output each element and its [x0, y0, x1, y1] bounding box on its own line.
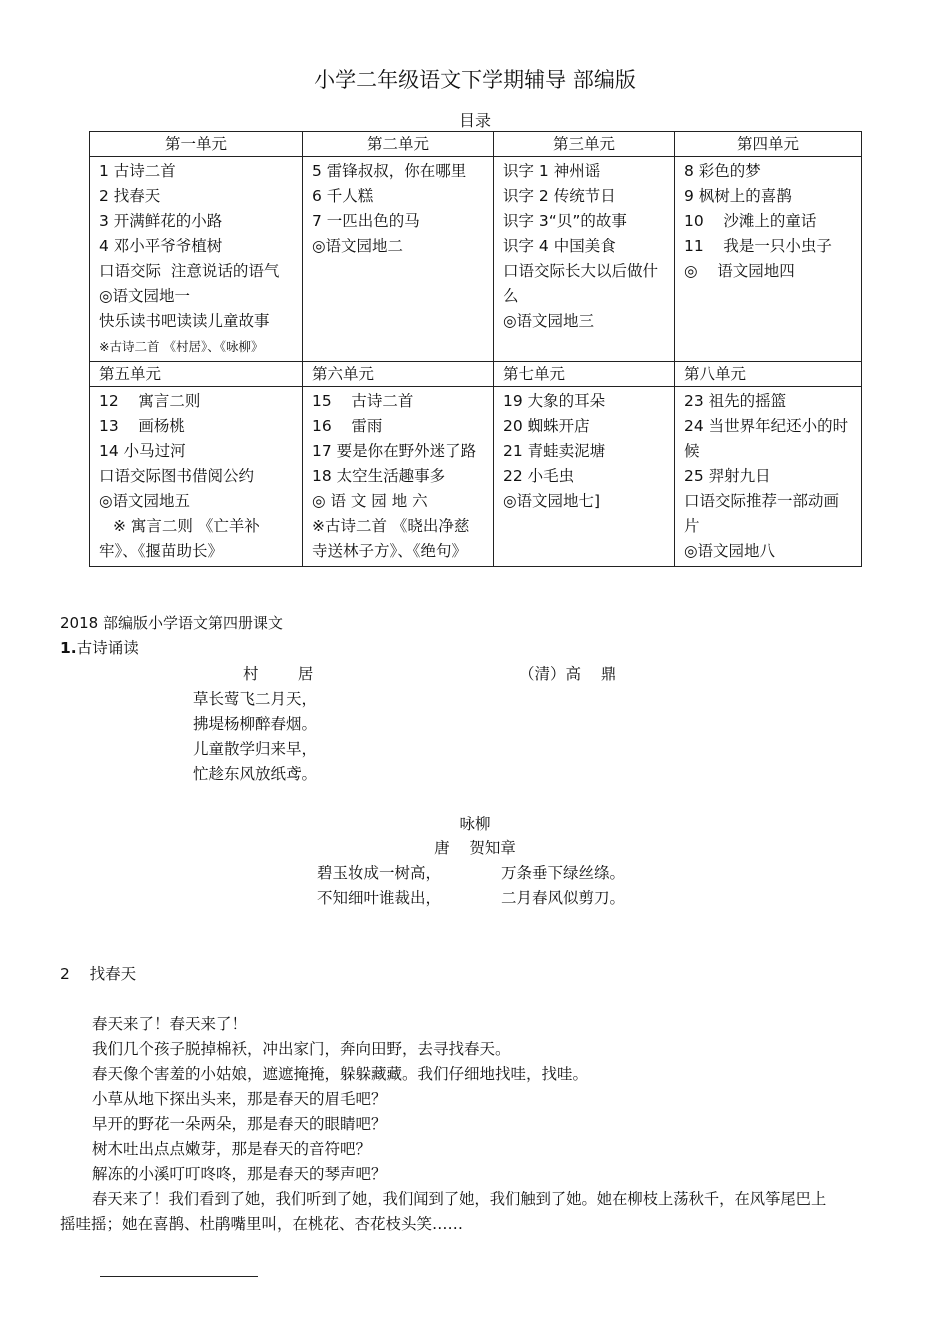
lesson-item: 24 当世界年纪还小的时候 [684, 417, 849, 460]
passage-paragraph: 我们几个孩子脱掉棉袄，冲出家门，奔向田野，去寻找春天。 [92, 1040, 511, 1058]
lesson-item: 14 小马过河 [99, 442, 186, 460]
lesson-item: 口语交际 注意说话的语气 [99, 262, 280, 280]
toc-header-row-1 [90, 132, 862, 157]
lesson-item: 口语交际长大以后做什么 [503, 262, 659, 305]
passage-paragraph: 春天像个害羞的小姑娘，遮遮掩掩，躲躲藏藏。我们仔细地找哇，找哇。 [92, 1065, 589, 1083]
lesson-item: 22 小毛虫 [503, 467, 575, 485]
lesson-item: 23 祖先的摇篮 [684, 392, 787, 410]
lesson-note: ※古诗二首 《晓出净慈寺送林子方》、《绝句》 [312, 517, 470, 560]
lesson-item: ◎语文园地八 [684, 542, 776, 560]
lesson-item: 10 沙滩上的童话 [684, 212, 817, 230]
poem-2-line: 不知细叶谁裁出， [317, 889, 442, 907]
toc-table [89, 131, 862, 567]
unit-header-2: 第二单元 [303, 132, 494, 157]
section-1-label: 古诗诵读 [76, 639, 139, 657]
lesson-item: 3 开满鲜花的小路 [99, 212, 223, 230]
unit-header-1: 第一单元 [90, 132, 303, 157]
unit-header-6: 第六单元 [303, 362, 494, 387]
poem-2-line: 万条垂下绿丝绦。 [501, 864, 626, 882]
lesson-item: 17 要是你在野外迷了路 [312, 442, 477, 460]
lesson-item: 1 古诗二首 [99, 162, 176, 180]
lesson-item: 8 彩色的梦 [684, 162, 761, 180]
poem-2-author: 唐 贺知章 [434, 839, 516, 857]
passage-paragraph: 小草从地下探出头来，那是春天的眉毛吧？ [92, 1090, 387, 1108]
lesson-item: 识字 1 神州谣 [503, 162, 601, 180]
unit-header-4: 第四单元 [675, 132, 862, 157]
unit-header-3: 第三单元 [494, 132, 675, 157]
unit-6-lessons [303, 387, 494, 567]
lesson-item: ◎ 语 文 园 地 六 [312, 492, 428, 510]
unit-7-lessons [494, 387, 675, 567]
lesson-item: 6 千人糕 [312, 187, 374, 205]
lesson-item: 12 寓言二则 [99, 392, 201, 410]
poem-1-line: 忙趁东风放纸鸢。 [193, 765, 318, 783]
unit-5-lessons [90, 387, 303, 567]
unit-4-lessons [675, 157, 862, 362]
lesson-item: 25 羿射九日 [684, 467, 771, 485]
lesson-item: 16 雷雨 [312, 417, 383, 435]
lesson-item: 15 古诗二首 [312, 392, 414, 410]
toc-header-row-2 [90, 362, 862, 387]
unit-header-8: 第八单元 [675, 362, 862, 387]
lesson-item: 2 找春天 [99, 187, 161, 205]
lesson-item: 9 枫树上的喜鹊 [684, 187, 792, 205]
poem-2-title: 咏柳 [459, 815, 491, 833]
lesson-item: ◎语文园地二 [312, 237, 404, 255]
lesson-item: ◎语文园地五 [99, 492, 191, 510]
unit-3-lessons [494, 157, 675, 362]
unit-8-lessons [675, 387, 862, 567]
lesson-item: 13 画杨桃 [99, 417, 185, 435]
lesson-item: 20 蜘蛛开店 [503, 417, 590, 435]
edition-heading: 2018 部编版小学语文第四册课文 [60, 614, 283, 632]
section-1-number: 1. [60, 639, 77, 657]
passage-paragraph: 解冻的小溪叮叮咚咚，那是春天的琴声吧？ [92, 1165, 387, 1183]
toc-content-row-1 [90, 157, 862, 362]
lesson-item: 5 雷锋叔叔，你在哪里 [312, 162, 467, 180]
poem-1-line: 儿童散学归来早， [193, 740, 318, 758]
lesson-item: 4 邓小平爷爷植树 [99, 237, 223, 255]
passage-paragraph-continued: 摇哇摇；她在喜鹊、杜鹃嘴里叫，在桃花、杏花枝头笑…… [60, 1215, 464, 1233]
lesson-item: 11 我是一只小虫子 [684, 237, 832, 255]
lesson-item: ◎语文园地七] [503, 492, 601, 510]
unit-1-lessons [90, 157, 303, 362]
toc-label: 目录 [458, 111, 491, 130]
poem-1-line: 草长莺飞二月天， [193, 690, 318, 708]
lesson-item: 口语交际推荐一部动画片 [684, 492, 840, 535]
poem-2-line: 二月春风似剪刀。 [501, 889, 626, 907]
page-title: 小学二年级语文下学期辅导 部编版 [314, 68, 636, 92]
poem-1-author: （清）高 鼎 [519, 665, 617, 683]
lesson-item: 口语交际图书借阅公约 [99, 467, 255, 485]
lesson-item: 18 太空生活趣事多 [312, 467, 446, 485]
footnote-separator [100, 1276, 258, 1277]
passage-paragraph: 早开的野花一朵两朵，那是春天的眼睛吧？ [92, 1115, 387, 1133]
lesson-item: 识字 3“贝”的故事 [503, 212, 627, 230]
lesson-note: ※古诗二首 《村居》、《咏柳》 [99, 339, 264, 354]
poem-2-line: 碧玉妆成一树高， [317, 864, 442, 882]
lesson-item: ◎语文园地一 [99, 287, 191, 305]
poem-1-title: 村 居 [243, 665, 314, 683]
passage-paragraph: 树木吐出点点嫩芽，那是春天的音符吧？ [92, 1140, 372, 1158]
lesson-item: 快乐读书吧读读儿童故事 [99, 312, 270, 330]
section-2-heading: 2 找春天 [60, 965, 137, 983]
passage-paragraph: 春天来了！我们看到了她，我们听到了她，我们闻到了她，我们触到了她。她在柳枝上荡秋千，在风筝尾巴上 [92, 1190, 827, 1208]
passage-paragraph: 春天来了！春天来了！ [92, 1015, 248, 1033]
lesson-item: ◎ 语文园地四 [684, 262, 795, 280]
section-1-heading [60, 636, 139, 658]
lesson-item: 识字 4 中国美食 [503, 237, 616, 255]
lesson-item: 7 一匹出色的马 [312, 212, 420, 230]
unit-header-5: 第五单元 [90, 362, 303, 387]
lesson-item: 19 大象的耳朵 [503, 392, 606, 410]
lesson-item: 识字 2 传统节日 [503, 187, 616, 205]
lesson-note: ※ 寓言二则 《亡羊补牢》、《揠苗助长》 [99, 517, 260, 560]
unit-header-7: 第七单元 [494, 362, 675, 387]
poem-1-line: 拂堤杨柳醉春烟。 [193, 715, 318, 733]
lesson-item: 21 青蛙卖泥塘 [503, 442, 606, 460]
lesson-item: ◎语文园地三 [503, 312, 595, 330]
toc-content-row-2 [90, 387, 862, 567]
unit-2-lessons [303, 157, 494, 362]
